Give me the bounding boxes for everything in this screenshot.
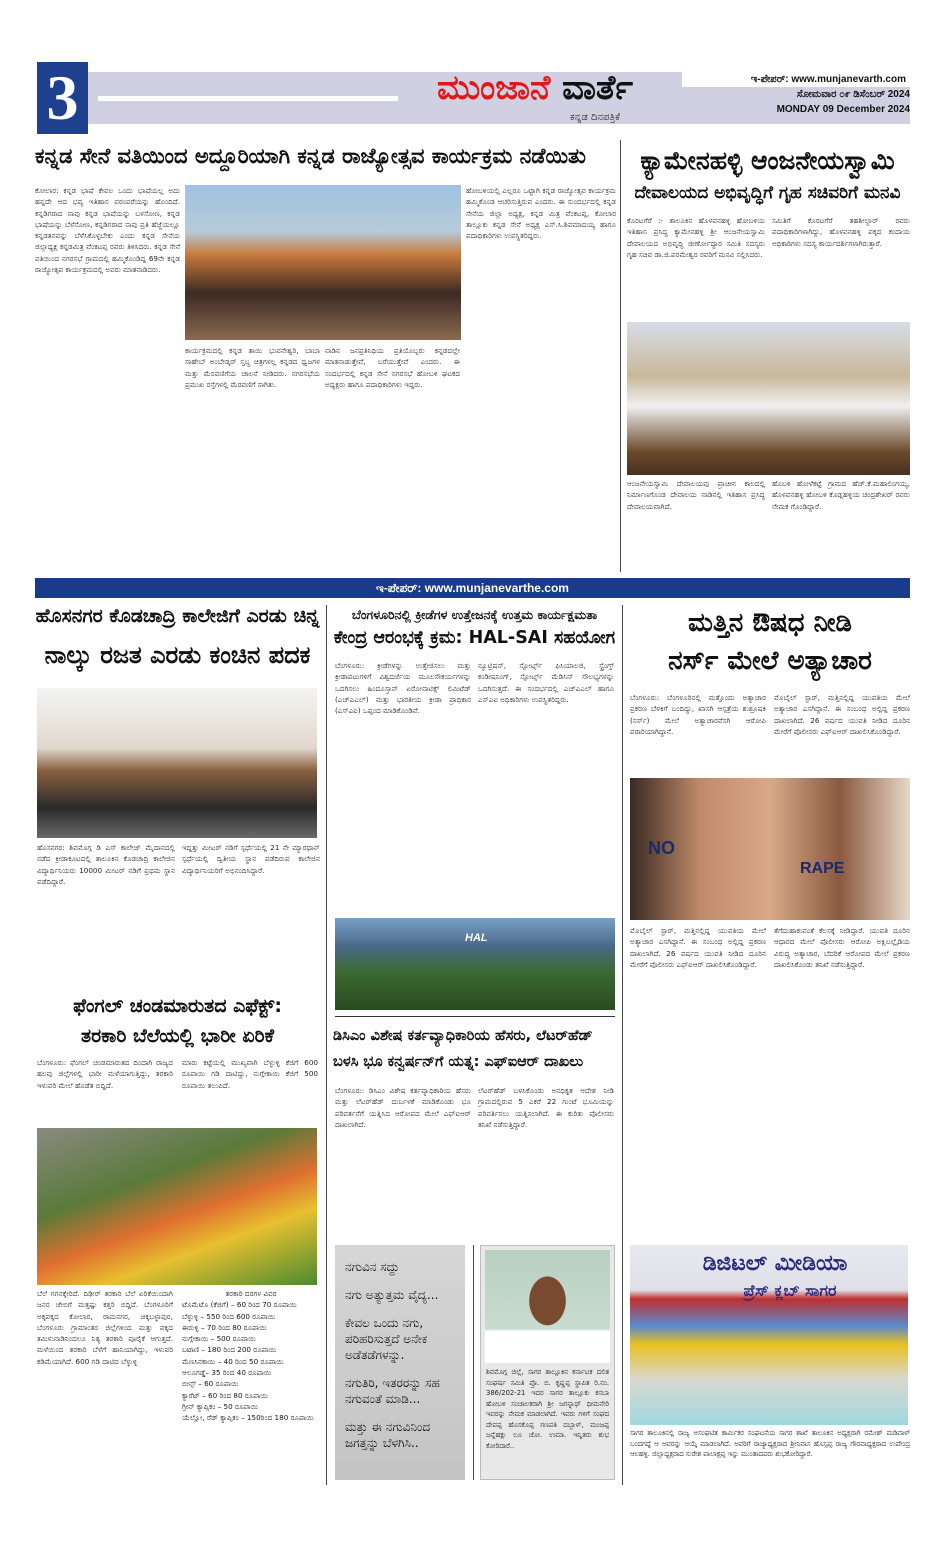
article-body: ಬೆಂಗಳೂರು: ಕ್ರೀಡೆಗಳನ್ನು ಉತ್ತೇಜಿಸಲು ಮತ್ತು ಕ್ರೀಡಾಪಟುಗಳಿಗೆ ವಿಶ್ವದರ್ಜೆಯ ಮೂಲಸೌಕರ್ಯಗಳನ್ನು ಒದಗಿಸಲು ಹಿಂದೂಸ್ತಾನ್ ಏರೋನಾಟಿಕ್ಸ್ ಲಿಮಿಟೆಡ್ (ಎಚ್‌ಎಎಲ್) ಮತ್ತು ಭಾರತೀಯ ಕ್ರೀಡಾ ಪ್ರಾಧಿಕಾರ (ಎಸ್‌ಎಐ) ಒಪ್ಪಂದ ಮಾಡಿಕೊಂಡಿವೆ. xyxy=(335,661,471,716)
date-english: MONDAY 09 December 2024 xyxy=(776,104,910,115)
price-item: ಈರುಳ್ಳಿ – 70 ರಿಂದ 80 ರೂಪಾಯಿ xyxy=(182,1322,267,1332)
price-item: ಯೆಲ್ಲೋ, ರೆಡ್ ಕ್ಯಾಪ್ಸಿಕಂ – 150ರಿಂದ 180 ರೂಪಾಯಿ xyxy=(182,1413,314,1423)
headline-nurse-2: ನರ್ಸ್ ಮೇಲೆ ಅತ್ಯಾಚಾರ xyxy=(668,646,872,676)
column-divider xyxy=(622,605,623,1485)
headline-nurse: ಮತ್ತಿನ ಔಷಧ ನೀಡಿ xyxy=(688,608,852,638)
headline-hal-sai-2: ಕೇಂದ್ರ ಆರಂಭಕ್ಕೆ ಕ್ರಮ: HAL-SAI ಸಹಯೋಗ xyxy=(333,628,616,648)
photo-home-minister-meeting xyxy=(627,322,910,475)
vegetable-price-list xyxy=(182,1288,320,1424)
article-body: ನಾಡಿನ ಜನಪ್ರತಿನಿಧಿಯ ಪ್ರತಿಯೊಬ್ಬರು ಕನ್ನಡದಲ್ಲೇ ಮಾತನಾಡುತ್ತೇವೆ, ಬರೆಯುತ್ತೇವೆ ಎಂದರು. ಈ ಸಂದರ್ಭದಲ್ಲಿ ಕನ್ನಡ ಸೇನೆ ನಗರಸಭೆ ಹೋಬಳಿ ಘಟಕದ ಅಧ್ಯಕ್ಷರು ಹಾಗೂ ಪದಾಧಿಕಾರಿಗಳು ಇದ್ದರು. xyxy=(325,346,460,389)
price-item: ಬಟಾಣಿ – 180 ರಿಂದ 200 ರೂಪಾಯಿ xyxy=(182,1345,277,1355)
photo-digital-media-felicitation xyxy=(630,1245,908,1425)
poem-title: ನಗುವಿನ ಸದ್ದು xyxy=(345,1260,400,1274)
headline-kyamenahalli-2: ದೇವಾಲಯದ ಅಭಿವೃದ್ಧಿಗೆ ಗೃಹ ಸಚಿವರಿಗೆ ಮನವಿ xyxy=(634,183,901,203)
article-body: ಬೆಂಗಳೂರು: ಫೆಂಗಲ್ ಚಂಡಮಾರುತದ ದಿಂದಾಗಿ ರಾಜ್ಯದ ಹಲವು ಜಿಲ್ಲೆಗಳಲ್ಲಿ ಭಾರೀ ಮಳೆಯಾಗುತ್ತಿದ್ದು, ತರಕಾರಿ ಇಳುವರಿ ಮೇಲೆ ಹೊಡೆತ ಬಿದ್ದಿದೆ. xyxy=(37,1058,173,1090)
price-item: ಟೊಮೆಟೊ (ಕೆಜಿಗೆ) – 60 ರಿಂದ 70 ರೂಪಾಯಿ xyxy=(182,1300,297,1310)
headline-hosanagara: ಹೊಸನಗರ ಕೊಡಚಾದ್ರಿ ಕಾಲೇಜಿಗೆ ಎರಡು ಚಿನ್ನ xyxy=(35,605,320,627)
headline-fengal-2: ತರಕಾರಿ ಬೆಲೆಯಲ್ಲಿ ಭಾರೀ ಏರಿಕೆ xyxy=(81,1025,274,1047)
appointment-box xyxy=(480,1245,615,1480)
price-item: ಕ್ಯಾರೆಟ್ – 60 ರಿಂದ 80 ರೂಪಾಯಿ xyxy=(182,1390,269,1400)
logo-black: ವಾರ್ತೆ xyxy=(562,68,633,108)
article-body: ಬೆಂಗಳೂರು: ಬೆಂಗಳೂರಿನಲ್ಲಿ ಮತ್ತೊಂದು ಅತ್ಯಾಚಾರ ಪ್ರಕರಣ ಬೆಳಕಿಗೆ ಬಂದಿದ್ದು, ಖಾಸಗಿ ಆಸ್ಪತ್ರೆಯ ಶುಶ್ರೂಷಕಿ (ನರ್ಸ್) ಮೇಲೆ ಅತ್ಯಾಚಾರವೆಸಗಿ ಆರೋಪಿ ಪರಾರಿಯಾಗಿದ್ದಾನೆ. xyxy=(630,693,766,736)
headline-dcm-2: ಬಳಸಿ ಭೂ ಕನ್ವರ್ಷನ್‌ಗೆ ಯತ್ನ: ಎಫ್‌ಐಆರ್ ದಾಖಲು xyxy=(333,1054,584,1070)
article-body: ಮೊಬೈಲ್ ಸ್ಟಾರ್, ಮತ್ತಿನಲ್ಲಿದ್ದ ಯುವತಿಯ ಮೇಲೆ ಅತ್ಯಾಚಾರ ಎಸಗಿದ್ದಾನೆ. ಈ ಸಂಬಂಧ ಅಲ್ಲಿದ್ದ ಪ್ರಕರಣ ದಾಖಲಾಗಿದೆ. 26 ವರ್ಷದ ಯುವತಿ ನೀಡಿದ ದೂರಿನ ಮೇರೆಗೆ ಪೊಲೀಸರು ಎಫ್‌ಐಆರ್ ದಾಖಲಿಸಿಕೊಂಡಿದ್ದಾರೆ. xyxy=(774,693,910,736)
page-number: 3 xyxy=(37,62,88,134)
headline-hal-sai: ಬೆಂಗಳೂರಿನಲ್ಲಿ ಕ್ರೀಡೆಗಳ ಉತ್ತೇಜನಕ್ಕೆ ಉತ್ತಮ ಕಾರ್ಯಕ್ಷಮತಾ xyxy=(351,607,598,622)
price-item: ಬೆಳ್ಳುಳ್ಳಿ – 550 ರಿಂದ 600 ರೂಪಾಯಿ xyxy=(182,1311,276,1321)
price-list-title: ತರಕಾರಿ ದರಗಳ ವಿವರ xyxy=(225,1289,277,1298)
photo-hal-facility: HAL xyxy=(335,918,615,1010)
price-item: ಗ್ರೀನ್ ಕ್ಯಾಪ್ಸಿಕಂ – 50 ರೂಪಾಯಿ xyxy=(182,1401,259,1411)
photo-medal-winners xyxy=(37,688,317,838)
masthead-info xyxy=(682,72,910,117)
date-kannada: ಸೋಮವಾರ ೦೯ ಡಿಸೆಂಬರ್ 2024 xyxy=(796,89,910,100)
photo-text-no: NO xyxy=(648,838,675,858)
epaper-banner[interactable]: ಇ-ಪೇಪರ್: www.munjanevarthe.com xyxy=(35,578,910,598)
article-body: ಸಮಿತಿಗೆ ಕೊರಟಗೆರೆ ತಹಶೀಲ್ದಾರ್ ರವರು ಪದಾಧಿಕಾರಿಗಳಾಗಿದ್ದು, ಹೊಳವನಹಳ್ಳಿ ಪಕ್ಕದ ಕಂದಾಯ ಅಧಿಕಾರಿಗಳು ಸದಸ್ಯ ಕಾರ್ಯದರ್ಶಿಗಳಾಗಿರುತ್ತಾರೆ. xyxy=(772,216,910,248)
column-divider xyxy=(326,605,327,1485)
article-body: ಮಾರು ಕಟ್ಟೆಯಲ್ಲಿ ಮುಖ್ಯವಾಗಿ ಬೆಳ್ಳುಳ್ಳಿ ಕೆಜಿಗೆ 600 ರೂಪಾಯಿ ಗಡಿ ದಾಟಿದ್ದು, ನುಗ್ಗೇಕಾಯಿ ಕೆಜಿಗೆ 500 ರೂಪಾಯಿ ತಲುಪಿದೆ. xyxy=(182,1058,318,1090)
article-body: ಕೋಲಾರ: ಕನ್ನಡ ಭಾಷೆ ಕೇವಲ ಒಂದು ಭಾಷೆಯಲ್ಲ ಅದು ಹನ್ನದೇ ಆದ ಭವ್ಯ ಇತಿಹಾಸ ಪರಂಪರೆಯನ್ನು ಹೊಂದಿದೆ. ಕನ್ನಡಿಗರಾದ ನಾವು ಕನ್ನಡ ಭಾಷೆಯನ್ನು ಬಳಸೋಣ, ಕನ್ನಡ ಭಾಷೆಯನ್ನು ಬೆಳೆಸೋಣ, ಕನ್ನಡಿಗರಾದ ನಾವು ಪ್ರತಿ ಹೆಜ್ಜೆಯಲ್ಲೂ ಕನ್ನಡತನವನ್ನು ಬೆಳೆಸಿಕೊಳ್ಳಬೇಕು ಎಂದು ಕನ್ನಡ ಸೇನೆಯ ಜಿಲ್ಲಾಧ್ಯಕ್ಷ ಕನ್ನಡಮಿತ್ರ ವೆಂಕಟಪ್ಪ ರವರು ತಿಳಿಸಿದರು. ಕನ್ನಡ ಸೇನೆ ವತಿಯಿಂದ ನಗರಸಭೆ ಗ್ರಾಮದಲ್ಲಿ ಹಮ್ಮಿಕೊಂಡಿದ್ದ 69ನೇ ಕನ್ನಡ ರಾಜ್ಯೋತ್ಸವ ಕಾರ್ಯಕ್ರಮದಲ್ಲಿ ಅವರು ಮಾತನಾಡಿದರು. xyxy=(35,186,180,275)
logo-red: ಮುಂಜಾನೆ xyxy=(437,68,551,108)
photo-vegetable-market xyxy=(37,1128,317,1285)
column-divider xyxy=(473,1245,474,1480)
digital-media-caption: ಸಾಗರ ತಾಲೂಕಿನಲ್ಲಿ ರಾಜ್ಯ ಅಸಂಘಟಿತ ಕಾರ್ಮಿಕರ ಸಂಘಟನೆಯ ಸಾಗರ ಶಾಖೆ ತಾಲೂಕಿನ ಅಧ್ಯಕ್ಷರಾಗಿ ರಮೇಶ್ ಮಡಿವಾಳ್ ಬಂದಗದ್ದೆ ಆ ಅವರನ್ನು ಆಯ್ಕೆ ಮಾಡಲಾಗಿದೆ. ಅವರಿಗೆ ರಾಜ್ಯಾಧ್ಯಕ್ಷರಾದ ಶ್ರೀನಿವಾಸ ಹೊಸ್ಸಪ್ಪ ರಾಜ್ಯ ಗೌರವಾಧ್ಯಕ್ಷರಾದ ಉಪೇಂದ್ರ ಆಲಹಳ್ಳಿ. ಜಿಲ್ಲಾಧ್ಯಕ್ಷರಾದ ಸುರೇಶ ಪಾಲಾಕ್ಷಪ್ಪ ಇನ್ನು ಮುಂತಾದವರು ಶುಭಕೋರಿದ್ದಾರೆ. xyxy=(630,1429,910,1458)
photo-no-rape-hands xyxy=(630,778,910,920)
article-body: ಬೆಲೆ ಗಗನಕ್ಕೇರಿದೆ. ದಿಢೀರ್ ತರಕಾರಿ ಬೆಲೆ ಏರಿಕೆಯಿಂದಾಗಿ ಜನರ ಜೇಬಿಗೆ ಮತ್ತಷ್ಟು ಕತ್ತರಿ ಬಿದ್ದಿದೆ. ಬೆಂಗಳೂರಿಗೆ ಅಕ್ಕಪಕ್ಕದ ಕೋಲಾರ, ರಾಮನಗರ, ಚಿಕ್ಕಬಳ್ಳಾಪುರ, ಬೆಂಗಳೂರು ಗ್ರಾಮಾಂತರ ಜಿಲ್ಲೆಗಳಿಂದ ಮತ್ತು ಪಕ್ಕದ ತಮಿಳುನಾಡಿನಿಂದಲೂ ನಿತ್ಯ ತರಕಾರಿ ಪೂರೈಕೆ ಆಗುತ್ತದೆ. ಮಳೆಯಿಂದ ತರಕಾರಿ ಬೆಳೆಗೆ ಹಾನಿಯಾಗಿದ್ದು, ಇಳುವರಿ ಕಡಿಮೆಯಾಗಿದೆ. 600 ಗಡಿ ದಾಟಿದ ಬೆಳ್ಳುಳ್ಳಿ xyxy=(37,1289,173,1366)
headline-hosanagara-2: ನಾಲ್ಕು ರಜತ ಎರಡು ಕಂಚಿನ ಪದಕ xyxy=(44,641,311,669)
divider xyxy=(335,1016,615,1017)
banner-text: ಡಿಜಿಟಲ್ ಮೀಡಿಯಾ xyxy=(702,1251,848,1276)
photo-rajyotsava-group xyxy=(185,185,461,340)
poem-line: ನಗುತಿರಿ, ಇತರರನ್ನು ಸಹ ನಗುವಂತೆ ಮಾಡಿ... xyxy=(345,1376,440,1406)
article-body: ಕೊರಟಗೆರೆ :- ತಾಲೂಕಿನ ಹೊಳವನಹಳ್ಳಿ ಹೋಬಳಿಯ ಇತಿಹಾಸ ಪ್ರಸಿದ್ಧ ಕ್ಯಾಮೇನಹಳ್ಳಿ ಶ್ರೀ ಆಂಜನೇಯಸ್ವಾಮಿ ದೇವಾಲಯದ ಅಭಿವೃದ್ಧಿ ಜೀರ್ಣೋದ್ಧಾರ ಸಮಿತಿ ಸದಸ್ಯರು ಗೃಹ ಸಚಿವ ಡಾ.ಜಿ.ಪರಮೇಶ್ವರ ರವರಿಗೆ ಮನವಿ ಸಲ್ಲಿಸಿದರು. xyxy=(627,216,765,259)
photo-text-rape: RAPE xyxy=(800,860,845,877)
article-body: ನ್ಯೂಟ್ರಿಷನ್, ಸ್ಪೋರ್ಟ್ಸ್ ಫಿಸಿಯಾಲಜಿ, ಸ್ಟ್ರೆಂಗ್ತ್ ಕಂಡೀಷನಿಂಗ್, ಸ್ಪೋರ್ಟ್ಸ್ ಮೆಡಿಸಿನ್ ಸೌಲಭ್ಯಗಳನ್ನು ಒದಗಿಸುತ್ತದೆ. ಈ ಸಂದರ್ಭದಲ್ಲಿ ಎಚ್‌ಎಎಲ್ ಹಾಗೂ ಎಸ್‌ಎಐ ಅಧಿಕಾರಿಗಳು ಉಪಸ್ಥಿತರಿದ್ದರು. xyxy=(478,661,614,704)
price-item: ಮೆಣಸಿನಕಾಯಿ – 40 ರಿಂದ 50 ರೂಪಾಯಿ xyxy=(182,1356,284,1366)
headline-kannada-sene: ಕನ್ನಡ ಸೇನೆ ವತಿಯಿಂದ ಅದ್ದೂರಿಯಾಗಿ ಕನ್ನಡ ರಾಜ್ಯೋತ್ಸವ ಕಾರ್ಯಕ್ರಮ ನಡೆಯಿತು xyxy=(35,144,586,168)
portrait-photo xyxy=(485,1250,610,1363)
poem-line: ಕೇವಲ ಒಂದು ನಗು, ಪರಿಹರಿಸುತ್ತದೆ ಅನೇಕ ಅಡೆತಡೆಗಳನ್ನು. xyxy=(345,1316,428,1362)
headline-fengal: ಫೆಂಗಲ್ ಚಂಡಮಾರುತದ ಎಫೆಕ್ಟ್: xyxy=(73,995,282,1017)
article-body: ಮೊಬೈಲ್ ಸ್ಟಾರ್, ಮತ್ತಿನಲ್ಲಿದ್ದ ಯುವತಿಯ ಮೇಲೆ ಅತ್ಯಾಚಾರ ಎಸಗಿದ್ದಾನೆ. ಈ ಸಂಬಂಧ ಅಲ್ಲಿದ್ದ ಪ್ರಕರಣ ದಾಖಲಾಗಿದೆ. 26 ವರ್ಷದ ಯುವತಿ ನೀಡಿದ ದೂರಿನ ಮೇರೆಗೆ ಪೊಲೀಸರು ಎಫ್‌ಐಆರ್ ದಾಖಲಿಸಿಕೊಂಡಿದ್ದಾರೆ. xyxy=(630,926,766,969)
article-body: ತೆಗೆದುಹಾಕುವಂತೆ ಕೆಲಸಕ್ಕೆ ನೀಡಿದ್ದಾರೆ. ಯುವತಿ ದೂರಿನ ಆಧಾರದ ಮೇಲೆ ಪೊಲೀಸರು ಆರೋಪಿ ಅಕ್ಷಿಬಲ್ಲೈಡಿಯ ವಿರುದ್ಧ ಅತ್ಯಾಚಾರ, ಬೆದರಿಕೆ ಆರೋಪದ ಮೇಲೆ ಪ್ರಕರಣ ದಾಖಲಿಸಿಕೊಂಡು ತನಿಖೆ ನಡೆಸುತ್ತಿದ್ದಾರೆ. xyxy=(774,926,910,969)
poem-line: ನಗು ಅತ್ಯುತ್ತಮ ವೈದ್ಯ... xyxy=(345,1288,439,1302)
price-item: ನುಗ್ಗೇಕಾಯಿ – 500 ರೂಪಾಯಿ xyxy=(182,1334,256,1344)
headline-kyamenahalli: ಕ್ಯಾಮೇನಹಳ್ಳಿ ಆಂಜನೇಯಸ್ವಾಮಿ xyxy=(640,146,895,175)
article-body: ಕಾರ್ಯಕ್ರಮದಲ್ಲಿ ಕನ್ನಡ ತಾಯಿ ಭುವನೇಶ್ವರಿ, ಬಾಬಾ ಸಾಹೇಬ್ ಅಂಬೇಡ್ಕರ್ ಸ್ತಬ್ಧ ಚಿತ್ರಗಳಲ್ಲ ಕನ್ನಡದ ಧ್ವಜಗಳ ಮತ್ತು ಮೆರವಣಿಗೆಯ ಚಾಲನೆ ನೀಡಿದರು. ನಗರಸಭೆಯ ಪ್ರಮುಖ ರಸ್ತೆಗಳಲ್ಲಿ ಮೆರವಣಿಗೆ ಸಾಗಿತು. xyxy=(185,346,320,389)
epaper-link[interactable]: ಇ-ಪೇಪರ್: www.munjanevarth.com xyxy=(682,72,910,87)
tagline: ಕನ್ನಡ ದಿನಪತ್ರಿಕೆ xyxy=(569,112,620,123)
article-body: ಆಂಜನೇಯಸ್ವಾಮಿ ದೇವಾಲಯವು ಪ್ರಾಚೀನ ಕಾಲದಲ್ಲಿ ನಿರ್ಮಾಣಗೊಂಡ ದೇವಾಲಯ ನಾಡಿನಲ್ಲಿ ಇತಿಹಾಸ ಪ್ರಸಿದ್ಧ ದೇವಾಲಯವಾಗಿದೆ. xyxy=(627,479,765,511)
article-body: ಹೊಬಳಿ ಹೋಳೆಕಟ್ಟೆ ಗ್ರಾಮದ ಹೆಚ್.ಕೆ.ಮಹಾಲಿಂಗಯ್ಯ, ಹೊಳವನಹಳ್ಳಿ ಹೋಬಳಿ ಕೊಡ್ಲಹಳ್ಳಿಯ ಚಂದ್ರಶೇಖರ್ ರವರು ನೇಮಕ ಗೊಂಡಿದ್ದಾರೆ. xyxy=(772,479,910,511)
column-divider xyxy=(620,140,621,572)
poem-box xyxy=(335,1245,465,1480)
article-body: ಹೋಬಳಿಯಲ್ಲಿ ಎಲ್ಲರೂ ಒಟ್ಟಾಗಿ ಕನ್ನಡ ರಾಜ್ಯೋತ್ಸವ ಕಾರ್ಯಕ್ರಮ ಹಮ್ಮಿಕೊಂಡ ಆಚರಿಸುತ್ತಿರುವ ಎಂದರು. ಈ ಸುಂದರ್ಭದಲ್ಲಿ ಕನ್ನಡ ಸೇನೆಯ ಜಿಲ್ಲಾ ಅಧ್ಯಕ್ಷ, ಕನ್ನಡ ಮಿತ್ರ ವೆಂಕಟಪ್ಪ, ಕೋಲಾರ ತಾಲ್ಲೂಕು ಕನ್ನಡ ಸೇನೆ ಅಧ್ಯಕ್ಷ ಎಸ್.ಸಿ.ಶಿವಮಾದಯ್ಯ ಹಾಗೂ ಪದಾಧಿಕಾರಿಗಳು ಉಪಸ್ಥಿತರಿದ್ದರು. xyxy=(466,186,616,241)
article-body: ಹೊಸನಗರ: ಶಿವಮೊಗ್ಗ ಡಿ ಎಸ್ ಕಾಲೇಜ್ ಮೈದಾನದಲ್ಲಿ ನಡೆದ ಕ್ರೀಡಾಕೂಟದಲ್ಲಿ ತಾಲೂಕಿನ ಕೊಡಚಾದ್ರಿ ಕಾಲೇಜಿನ ವಿದ್ಯಾರ್ಥಿನಿಯರು 10000 ಮೀಟರ್ ನಡಿಗೆ ಪ್ರಥಮ ಸ್ಥಾನ ಪಡೆದಿದ್ದಾರೆ. xyxy=(37,843,175,886)
newspaper-logo xyxy=(395,68,675,108)
article-body: ಬೆಂಗಳೂರು: ಡಿಸಿಎಂ ವಿಶೇಷ ಕರ್ತವ್ಯಾಧಿಕಾರಿಯ ಹೆಸರು ಮತ್ತು ಲೆಟರ್‌ಹೆಡ್ ದುರ್ಬಳಕೆ ಮಾಡಿಕೊಂಡು ಭೂ ಪರಿವರ್ತನೆಗೆ ಯತ್ನಿಸಿದ ಆರೋಪದ ಮೇಲೆ ಎಫ್‌ಐಆರ್ ದಾಖಲಾಗಿದೆ. xyxy=(335,1086,471,1129)
poem-line: ಮತ್ತು ಈ ನಗುವಿನಿಂದ ಜಗತ್ತನ್ನು ಬೆಳಗಿಸಿ.. xyxy=(345,1420,431,1450)
article-body: ಇದ್ದತ್ತು ಮೀಟರ್ ನಡಿಗೆ ಸ್ಪರ್ಧೆಯಲ್ಲಿ 21 ನೇ ಮ್ಯಾರಥಾನ್ ಸ್ಪರ್ಧೆಯಲ್ಲಿ ದ್ವಿತೀಯ ಸ್ಥಾನ ಪಡೆದಿರುವ ಕಾಲೇಜಿನ ವಿದ್ಯಾರ್ಥಿನಿಯರಿಗೆ ಅಭಿನಂದಿಸಿದ್ದಾರೆ. xyxy=(182,843,320,875)
price-item: ಆಲೂಗಡ್ಡೆ– 35 ರಿಂದ 40 ರೂಪಾಯಿ xyxy=(182,1368,272,1378)
appointment-caption: ಶಿವಮೊಗ್ಗ ಜಿಲ್ಲೆ, ಸಾಗರ ತಾಲ್ಲೂಕಿನ ಕರ್ನಾಟಕ ದಲಿತ ಸಂಘರ್ಷ ಸಮಿತಿ ಪ್ರೊ. ಬಿ. ಕೃಷ್ಣಪ್ಪ ಸ್ಥಾಪಿತ ರಿ.ನಂ. 386/202-21 ಇದರ ಸಾಗರ ತಾಲ್ಲೂಕು ಕಸಬಾ ಹೋಬಳಿ ಸಂಚಾಲಕರಾಗಿ ಶ್ರೀ ಜಗನ್ನಾಥ್ ಧೀಮನೇರಿ ಇವರನ್ನು ನೇಮಕ ಮಾಡಲಾಗಿದೆ. ಇವರು ಗಳಿಗೆ ಸಂಘದ ದೇವಪ್ಪ ಹೊಸಕೊಪ್ಪ ಗಣಪತಿ ದಬ್ಬಾಳ್, ಮಂಜಪ್ಪ ಜನ್ನೆಹಕ್ಲು ಲೂ ಚೋ. ಉಮಾ. ಇನ್ನಿತರು ಶುಭ ಕೋರಿದಾರೆ.. xyxy=(486,1368,609,1450)
price-item: ಬೀನ್ಸ್ – 60 ರೂಪಾಯಿ xyxy=(182,1379,239,1389)
headline-dcm: ಡಿಸಿಎಂ ವಿಶೇಷ ಕರ್ತವ್ಯಾಧಿಕಾರಿಯ ಹೆಸರು, ಲೆಟರ್‌ಹೆಡ್ xyxy=(333,1028,593,1044)
banner-text-2: ಪ್ರೆಸ್ ಕ್ಲಬ್ ಸಾಗರ xyxy=(743,1281,837,1300)
article-body: ಲೆಟರ್‌ಹೆಡ್ ಬಳಸಿಕೊಂಡು ಅನಧಿಕೃತ ಆದೇಶ ನೀಡಿ ಗ್ರಾಮದಲ್ಲಿರುವ 5 ಎಕರೆ 22 ಗುಂಟೆ ಭೂಮಿಯನ್ನು ಪರಿವರ್ತಿಸಲು ಯತ್ನಿಸಲಾಗಿದೆ. ಈ ಕುರಿತು ಪೊಲೀಸರು ತನಿಖೆ ನಡೆಸುತ್ತಿದ್ದಾರೆ. xyxy=(478,1086,614,1129)
